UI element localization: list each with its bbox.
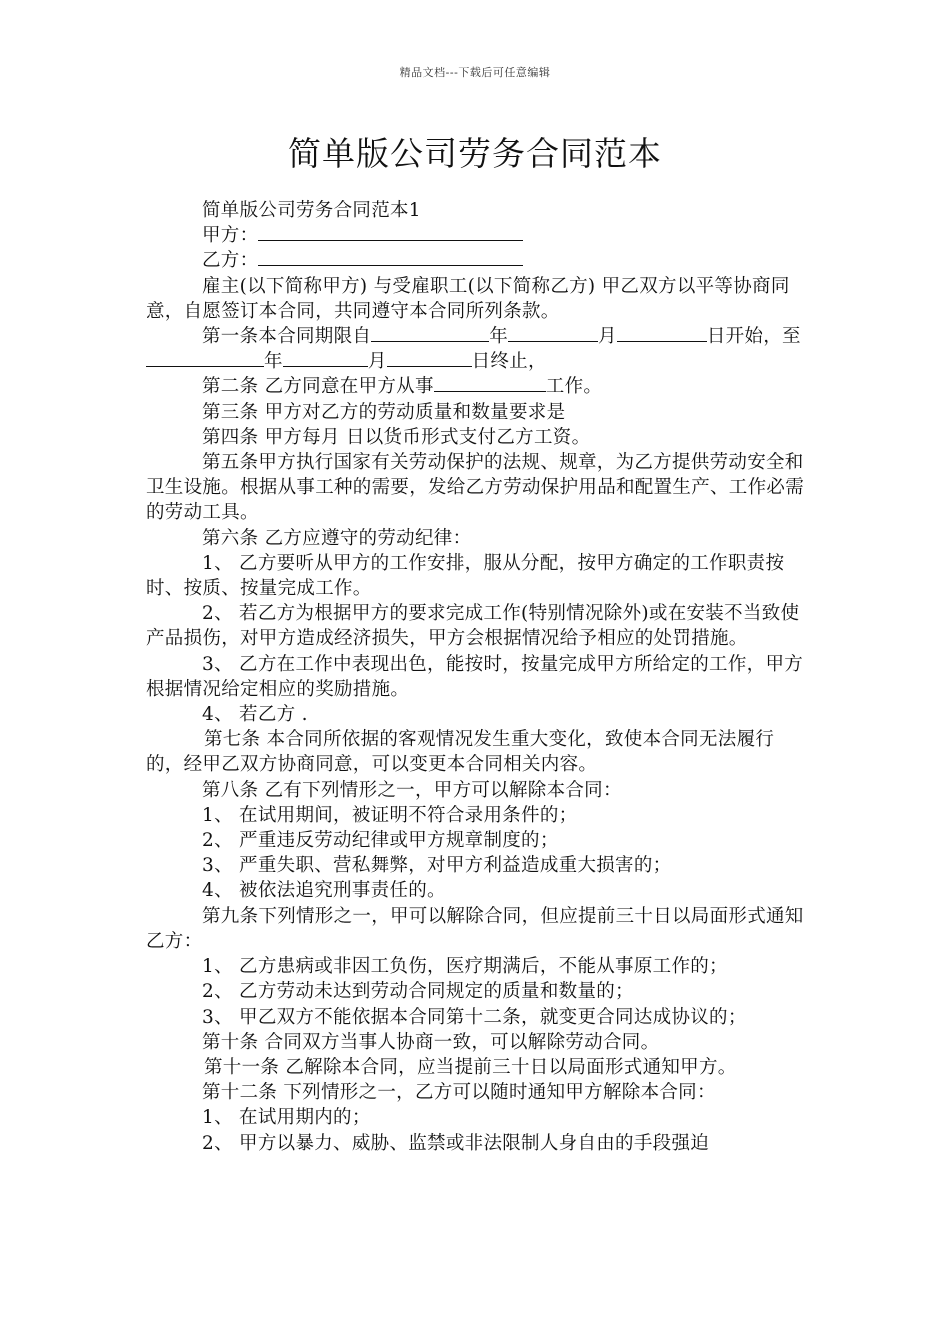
article-11: 第十一条 乙解除本合同，应当提前三十日以局面形式通知甲方。 (204, 1056, 737, 1078)
year-label: 年 (489, 326, 509, 348)
start-suffix: 日开始，至 (706, 326, 801, 348)
end-year-blank[interactable] (146, 350, 264, 367)
article-6: 第六条 乙方应遵守的劳动纪律： (202, 527, 472, 549)
year-label: 年 (264, 351, 283, 373)
article-6-item: 1、 乙方要听从甲方的工作安排，服从分配，按甲方确定的工作职责按时、按质、按量完成工作。 (146, 552, 785, 600)
party-b-blank[interactable] (258, 249, 523, 266)
party-a-line (146, 223, 810, 248)
intro-paragraph: 雇主(以下简称甲方) 与受雇职工(以下简称乙方) 甲乙双方以平等协商同意，自愿签订本合同，共同遵守本合同所列条款。 (146, 275, 790, 322)
article-8: 第八条 乙有下列情形之一，甲方可以解除本合同： (202, 779, 622, 801)
start-day-blank[interactable] (617, 325, 707, 342)
article-6-item: 3、 乙方在工作中表现出色，能按时，按量完成甲方所给定的工作，甲方根据情况给定相应的奖励措施。 (146, 653, 804, 700)
article-8-item: 3、 严重失职、营私舞弊，对甲方利益造成重大损害的； (202, 855, 672, 877)
article-10: 第十条 合同双方当事人协商一致，可以解除劳动合同。 (202, 1031, 660, 1053)
month-label: 月 (367, 351, 387, 373)
document-title: 简单版公司劳务合同范本 (288, 134, 662, 173)
party-a-blank[interactable] (258, 224, 523, 241)
end-day-blank[interactable] (387, 350, 472, 367)
article-4: 第四条 甲方每月 日以货币形式支付乙方工资。 (202, 426, 591, 448)
article-2-suffix: 工作。 (545, 376, 603, 398)
article-1 (146, 324, 810, 374)
party-b-line (146, 248, 810, 273)
article-6-item: 4、 若乙方 . (202, 704, 308, 726)
page-header-note: 精品文档---下载后可任意编辑 (399, 66, 551, 79)
article-9-item: 1、 乙方患病或非因工负伤，医疗期满后，不能从事原工作的； (202, 956, 728, 978)
article-2-text: 第二条 乙方同意在甲方从事 (202, 376, 434, 398)
article-12-item: 2、 甲方以暴力、威胁、监禁或非法限制人身自由的手段强迫 (202, 1132, 710, 1154)
article-2 (146, 374, 810, 399)
article-5: 第五条甲方执行国家有关劳动保护的法规、规章，为乙方提供劳动安全和卫生设施。根据从事工种的需要，发给乙方劳动保护用品和配置生产、工作必需的劳动工具。 (146, 452, 805, 524)
month-label: 月 (598, 326, 617, 348)
article-12: 第十二条 下列情形之一，乙方可以随时通知甲方解除本合同： (202, 1082, 716, 1104)
start-month-blank[interactable] (508, 325, 598, 342)
article-9: 第九条下列情形之一，甲可以解除合同，但应提前三十日以局面形式通知乙方： (146, 905, 804, 952)
party-a-label: 甲方： (202, 225, 259, 247)
article-3: 第三条 甲方对乙方的劳动质量和数量要求是 (202, 401, 566, 423)
article-7: 第七条 本合同所依据的客观情况发生重大变化，致使本合同无法履行的，经甲乙双方协商同意，可以变更本合同相关内容。 (146, 729, 775, 776)
contract-subtitle: 简单版公司劳务合同范本1 (202, 200, 421, 221)
end-suffix: 日终止， (471, 351, 547, 373)
article-9-item: 3、 甲乙双方不能依据本合同第十二条，就变更合同达成协议的； (202, 1006, 747, 1028)
article-6-item: 2、 若乙方为根据甲方的要求完成工作(特别情况除外)或在安装不当致使产品损伤，对甲方造成经济损失，甲方会根据情况给予相应的处罚措施。 (146, 603, 800, 650)
start-year-blank[interactable] (371, 325, 489, 342)
article-8-item: 1、 在试用期间，被证明不符合录用条件的； (202, 804, 578, 826)
end-month-blank[interactable] (283, 350, 368, 367)
article-12-item: 1、 在试用期内的； (202, 1107, 371, 1129)
article-8-item: 2、 严重违反劳动纪律或甲方规章制度的； (202, 830, 559, 852)
article-8-item: 4、 被依法追究刑事责任的。 (202, 880, 446, 902)
party-b-label: 乙方： (202, 250, 259, 272)
article-1-text: 第一条本合同期限自 (202, 326, 372, 348)
article-9-item: 2、 乙方劳动未达到劳动合同规定的质量和数量的； (202, 981, 634, 1003)
contract-body (146, 198, 810, 1156)
job-blank[interactable] (434, 375, 546, 392)
